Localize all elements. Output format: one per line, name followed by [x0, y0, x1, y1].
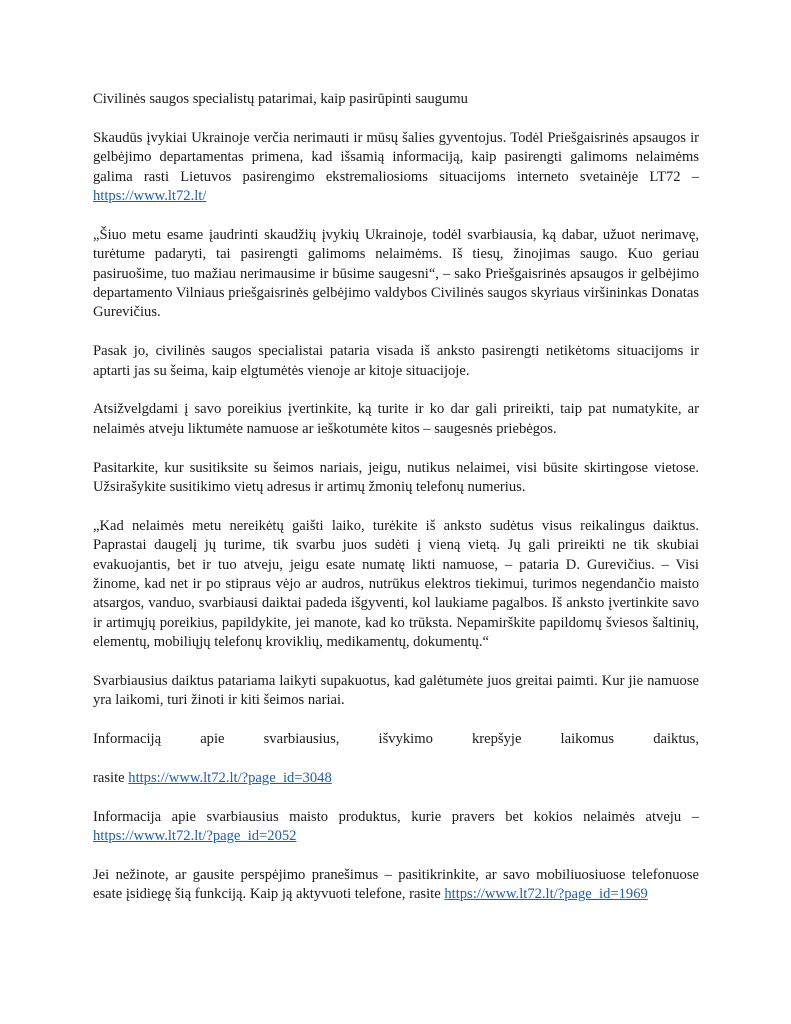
paragraph-3: Pasak jo, civilinės saugos specialistai pataria visada iš anksto pasirengti netikėtoms situacijoms ir aptarti jas su šeima, kaip elgtumėtės vienoje ar kitoje situacijoje. [93, 343, 699, 379]
paragraph-7: Svarbiausius daiktus patariama laikyti supakuotus, kad galėtumėte juos greitai paimti. Kur jie namuose yra laikomi, turi žinoti ir kiti šeimos nariai. [93, 673, 699, 709]
paragraph-1-text: Skaudūs įvykiai Ukrainoje verčia nerimauti ir mūsų šalies gyventojus. Todėl Priešgaisrinės apsaugos ir gelbėjimo departamentas primena, kad išsamią informaciją, kaip pasirengti galimoms nelaimėms galima rasti Lietuvos pasirengimo ekstremaliosioms situacijoms interneto svetainėje LT72 – [93, 129, 699, 185]
document-title: Civilinės saugos specialistų patarimai, kaip pasirūpinti saugumu [93, 91, 468, 107]
paragraph-8-line-2 [93, 769, 699, 788]
document-page [93, 90, 699, 924]
paragraph-6: „Kad nelaimės metu nereikėtų gaišti laiko, turėkite iš anksto sudėtus visus reikalingus daiktus. Paprastai daugelį jų turime, tik svarbu juos sudėti į vieną vietą. Jų gali prireikti ne tik skubiai evakuojantis, bet ir tuo atveju, jeigu esate numatę likti namuose, – pataria D. Gurevičius. – Visi žinome, kad net ir po stipraus vėjo ar audros, nutrūkus elektros tiekimui, turimos negendančio maisto atsargos, vanduo, svarbiausi daiktai padeda išgyventi, kol laukiame pagalbos. Iš anksto įvertinkite savo ir artimųjų poreikius, papildykite, jei manote, kad ko trūksta. Nepamirškite papildomų šviesos šaltinių, elementų, mobiliųjų telefonų kroviklių, medikamentų, dokumentų.“ [93, 517, 699, 651]
paragraph-10 [93, 866, 699, 905]
paragraph-4: Atsižvelgdami į savo poreikius įvertinkite, ką turite ir ko dar gali prireikti, taip pat numatykite, ar nelaimės atveju liktumėte namuose ar ieškotumėte kitos – saugesnės priebėgos. [93, 401, 699, 437]
lt72-evacuation-bag-link[interactable]: https://www.lt72.lt/?page_id=3048 [128, 770, 332, 787]
lt72-warning-alerts-link[interactable]: https://www.lt72.lt/?page_id=1969 [444, 886, 648, 903]
paragraph-10-text: Jei nežinote, ar gausite perspėjimo pranešimus – pasitikrinkite, ar savo mobiliuosiuose telefonuose esate įsidiegę šią funkciją. Kaip ją aktyvuoti telefone, rasite [93, 867, 699, 903]
paragraph-8-line-1: Informaciją apie svarbiausius, išvykimo krepšyje laikomus daiktus, [93, 731, 699, 748]
paragraph-9 [93, 808, 699, 847]
paragraph-1 [93, 129, 699, 207]
lt72-home-link[interactable]: https://www.lt72.lt/ [93, 188, 207, 205]
paragraph-9-text: Informacija apie svarbiausius maisto produktus, kurie pravers bet kokios nelaimės atveju – [93, 808, 699, 825]
paragraph-8-prefix: rasite [93, 770, 129, 787]
lt72-food-products-link[interactable]: https://www.lt72.lt/?page_id=2052 [93, 828, 297, 845]
paragraph-5: Pasitarkite, kur susitiksite su šeimos nariais, jeigu, nutikus nelaimei, visi būsite skirtingose vietose. Užsirašykite susitikimo vietų adresus ir artimų žmonių telefonų numerius. [93, 459, 699, 496]
paragraph-2: „Šiuo metu esame įaudrinti skaudžių įvykių Ukrainoje, todėl svarbiausia, ką dabar, užuot nerimavę, turėtume padaryti, tai pasirengti galimoms nelaimėms. Iš tiesų, žinojimas saugo. Kuo geriau pasiruošime, tuo mažiau nerimausime ir būsime saugesni“, – sako Priešgaisrinės apsaugos ir gelbėjimo departamento Vilniaus priešgaisrinės gelbėjimo valdybos Civilinės saugos skyriaus viršininkas Donatas Gurevičius. [93, 226, 699, 321]
